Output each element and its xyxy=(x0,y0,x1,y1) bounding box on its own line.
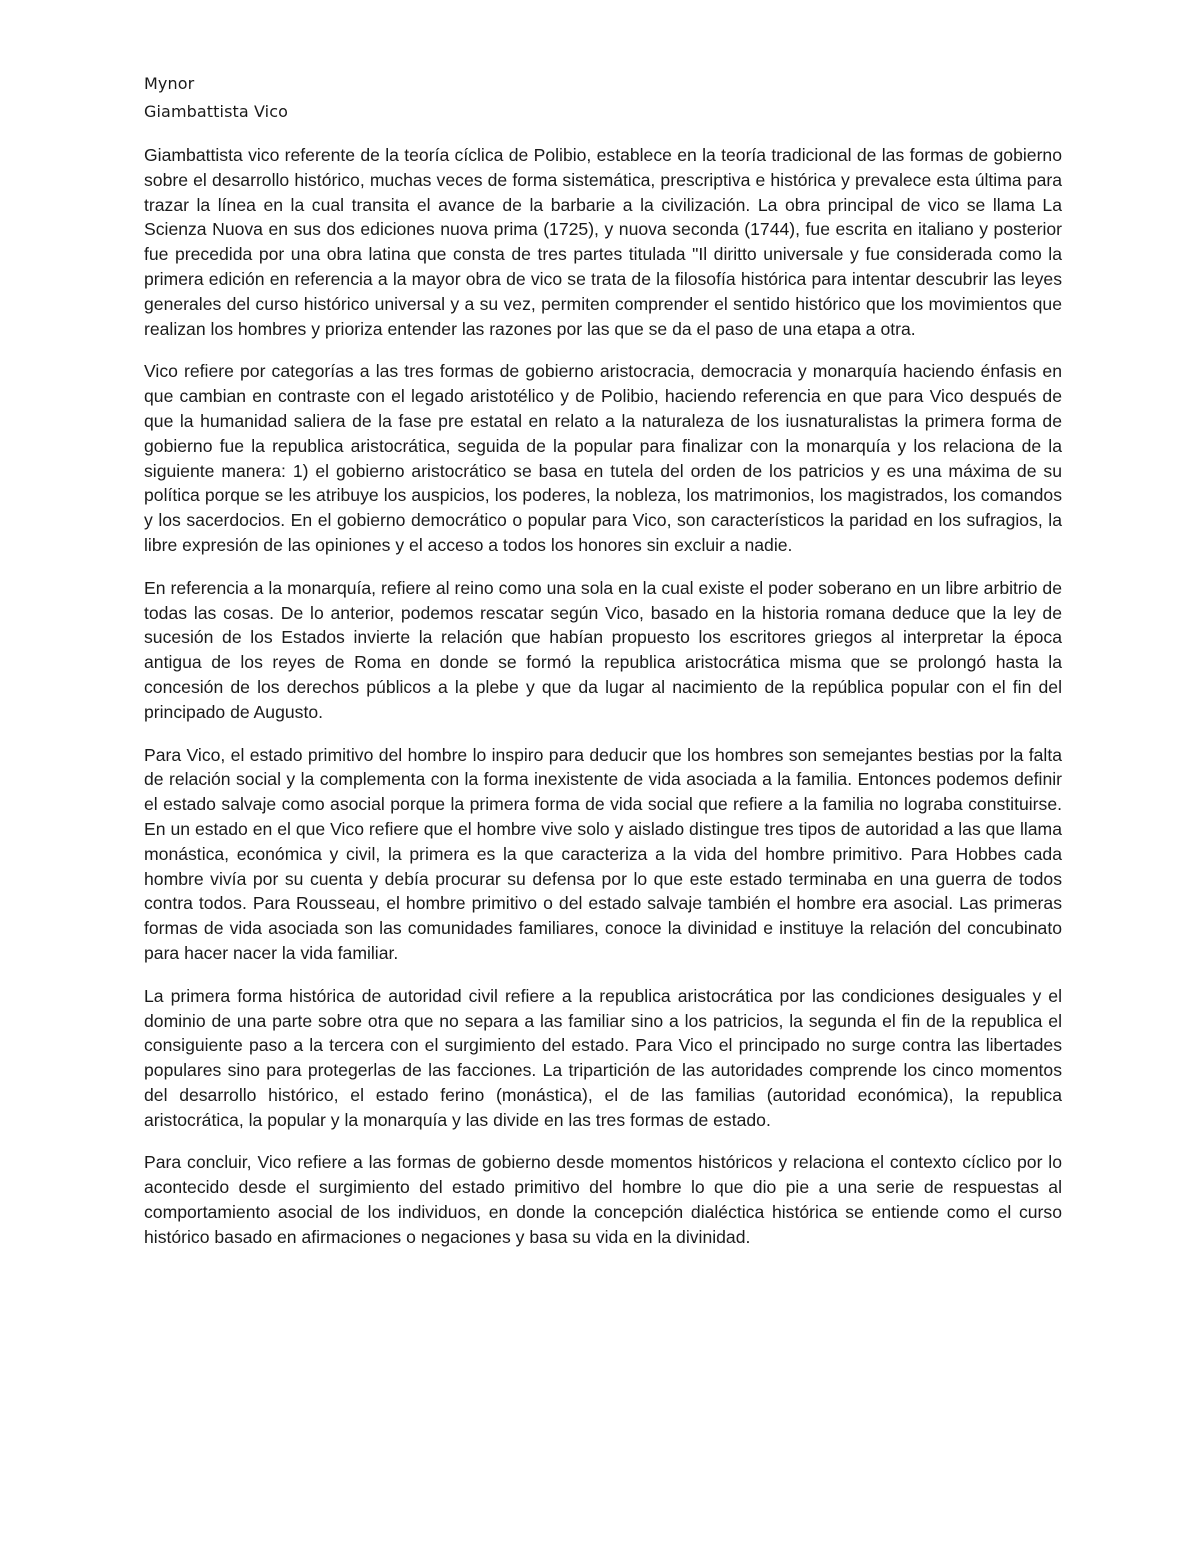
paragraph-4: Para Vico, el estado primitivo del hombre lo inspiro para deducir que los hombres son semejantes bestias por la falta de relación social y la complementa con la forma inexistente de vida asociada a la familia. Entonces podemos definir el estado salvaje como asocial porque la primera forma de vida social que refiere a la familia no lograba constituirse. En un estado en el que Vico refiere que el hombre vive solo y aislado distingue tres tipos de autoridad a las que llama monástica, económica y civil, la primera es la que caracteriza a la vida del hombre primitivo. Para Hobbes cada hombre vivía por su cuenta y debía procurar su defensa por lo que este estado terminaba en una guerra de todos contra todos. Para Rousseau, el hombre primitivo o del estado salvaje también el hombre era asocial. Las primeras formas de vida asociada son las comunidades familiares, conoce la divinidad e instituye la relación del concubinato para hacer nacer la vida familiar. xyxy=(144,744,1062,963)
paragraph-1: Giambattista vico referente de la teoría cíclica de Polibio, establece en la teoría tradicional de las formas de gobierno sobre el desarrollo histórico, muchas veces de forma sistemática, prescriptiva e histórica y prevalece esta última para trazar la línea en la cual transita el avance de la barbarie a la civilización. La obra principal de vico se llama La Scienza Nuova en sus dos ediciones nuova prima (1725), y nuova seconda (1744), fue escrita en italiano y posterior fue precedida por una obra latina que consta de tres partes titulada "Il diritto universale y fue considerada como la primera edición en referencia a la mayor obra de vico se trata de la filosofía histórica para intentar descubrir las leyes generales del curso histórico universal y a su vez, permiten comprender el sentido histórico que los movimientos que realizan los hombres y prioriza entender las razones por las que se da el paso de una etapa a otra. xyxy=(144,145,1062,339)
document-title: Giambattista Vico xyxy=(144,102,289,121)
paragraph-3: En referencia a la monarquía, refiere al reino como una sola en la cual existe el poder soberano en un libre arbitrio de todas las cosas. De lo anterior, podemos rescatar según Vico, basado en la historia romana deduce que la ley de sucesión de los Estados invierte la relación que habían propuesto los escritores griegos al interpretar la época antigua de los reyes de Roma en donde se formó la republica aristocrática misma que se prolongó hasta la concesión de los derechos públicos a la plebe y que da lugar al nacimiento de la república popular con el fin del principado de Augusto. xyxy=(144,577,1062,722)
paragraph-2: Vico refiere por categorías a las tres formas de gobierno aristocracia, democracia y monarquía haciendo énfasis en que cambian en contraste con el legado aristotélico y de Polibio, haciendo referencia en que para Vico después de que la humanidad saliera de la fase pre estatal en relato a la naturaleza de los iusnaturalistas la primera forma de gobierno fue la republica aristocrática, seguida de la popular para finalizar con la monarquía y los relaciona de la siguiente manera: 1) el gobierno aristocrático se basa en tutela del orden de los patricios y es una máxima de su política porque se les atribuye los auspicios, los poderes, la nobleza, los matrimonios, los magistrados, los comandos y los sacerdocios. En el gobierno democrático o popular para Vico, son característicos la paridad en los sufragios, la libre expresión de las opiniones y el acceso a todos los honores sin excluir a nadie. xyxy=(144,361,1062,555)
document-body xyxy=(144,143,1062,1268)
document-header xyxy=(144,70,1064,126)
paragraph-5: La primera forma histórica de autoridad civil refiere a la republica aristocrática por las condiciones desiguales y el dominio de una parte sobre otra que no separa a las familiar sino a los patricios, la segunda el fin de la republica el consiguiente paso a la tercera con el surgimiento del estado. Para Vico el principado no surge contra las libertades populares sino para protegerlas de las facciones. La tripartición de las autoridades comprende los cinco momentos del desarrollo histórico, el estado ferino (monástica), el de las familias (autoridad económica), la republica aristocrática, la popular y la monarquía y las divide en las tres formas de estado. xyxy=(144,985,1062,1130)
author-name: Mynor xyxy=(144,74,195,93)
paragraph-6: Para concluir, Vico refiere a las formas de gobierno desde momentos históricos y relaciona el contexto cíclico por lo acontecido desde el surgimiento del estado primitivo del hombre lo que dio pie a una serie de respuestas al comportamiento asocial de los individuos, en donde la concepción dialéctica histórica se entiende como el curso histórico basado en afirmaciones o negaciones y basa su vida en la divinidad. xyxy=(144,1152,1062,1247)
